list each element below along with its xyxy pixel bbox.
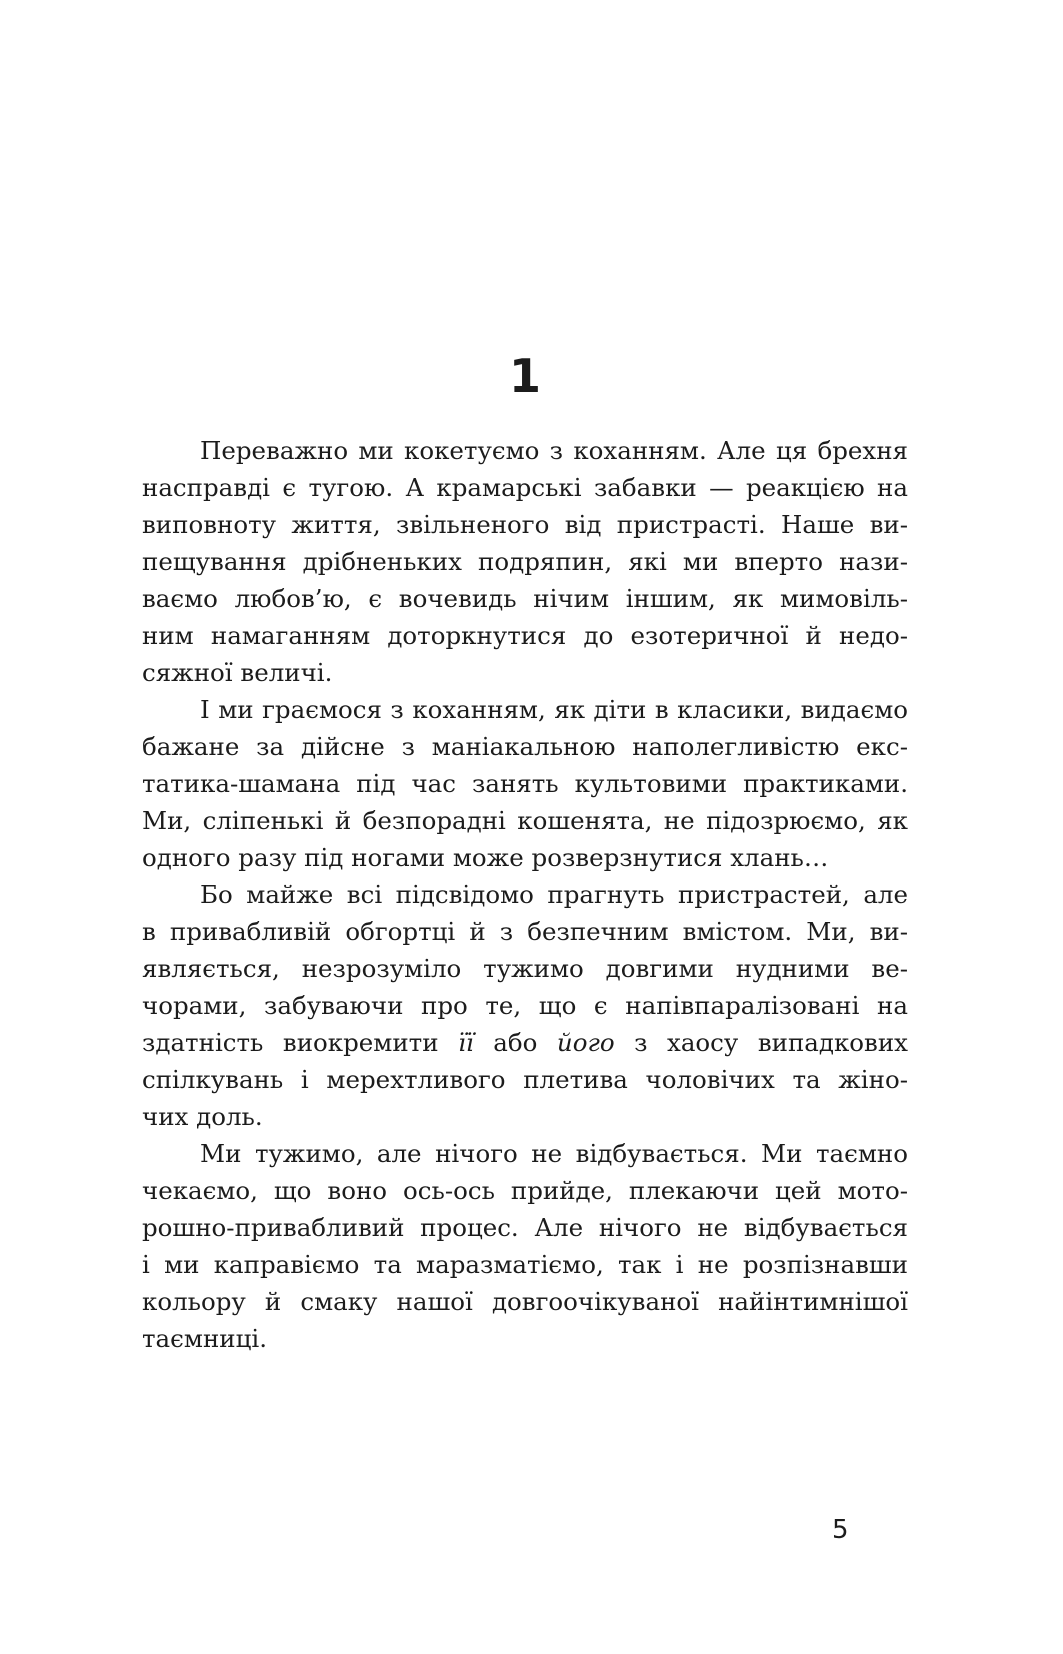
text-line: одного разу під ногами може розверзнутися хлань… [142, 843, 829, 872]
text-line: чих доль. [142, 1102, 263, 1131]
text-line: І ми граємося з коханням, як діти в класики, видаємо [200, 695, 908, 724]
paragraph-3 [142, 876, 908, 1135]
body-text [142, 432, 908, 1357]
emphasis-her: її [458, 1028, 474, 1057]
text-line: насправді є тугою. А крамарські забавки — реакцією на [142, 473, 908, 502]
text-line: кольору й смаку нашої довгоочікуваної найінтимнішої [142, 1287, 908, 1316]
text-fragment: з хаосу випадкових [614, 1028, 908, 1057]
text-line: ваємо любов’ю, є вочевидь нічим іншим, як мимовіль- [142, 584, 908, 613]
emphasis-him: його [556, 1028, 615, 1057]
text-fragment: здатність виокремити [142, 1028, 459, 1057]
text-line: Переважно ми кокетуємо з коханням. Але ця брехня [200, 436, 908, 465]
text-fragment: або [473, 1028, 557, 1057]
text-line: Бо майже всі підсвідомо прагнуть пристрастей, але [200, 880, 908, 909]
text-line-with-emphasis [142, 1024, 908, 1061]
text-line: являється, незрозуміло тужимо довгими нудними ве- [142, 954, 908, 983]
chapter-number: 1 [508, 349, 541, 403]
text-line: сяжної величі. [142, 658, 333, 687]
text-line: і ми каправіємо та маразматіємо, так і не розпізнавши [142, 1250, 908, 1279]
text-line: Ми, сліпенькі й безпорадні кошенята, не підозрюємо, як [142, 806, 908, 835]
text-line: чорами, забуваючи про те, що є напівпаралізовані на [142, 991, 908, 1020]
text-line: чекаємо, що воно ось-ось прийде, плекаючи цей мото- [142, 1176, 908, 1205]
text-line: виповноту життя, звільненого від пристрасті. Наше ви- [142, 510, 908, 539]
page-number: 5 [832, 1515, 849, 1545]
text-line: ним намаганням доторкнутися до езотеричної й недо- [142, 621, 908, 650]
text-line: спілкувань і мерехтливого плетива чоловічих та жіно- [142, 1065, 908, 1094]
paragraph-4 [142, 1135, 908, 1357]
text-line: бажане за дійсне з маніакальною наполегливістю екс- [142, 732, 908, 761]
text-line: рошно-привабливий процес. Але нічого не відбувається [142, 1213, 908, 1242]
text-line: в привабливій обгортці й з безпечним вмістом. Ми, ви- [142, 917, 908, 946]
text-line: таємниці. [142, 1324, 267, 1353]
paragraph-1 [142, 432, 908, 691]
text-line: татика-шамана під час занять культовими практиками. [142, 769, 908, 798]
text-line: Ми тужимо, але нічого не відбувається. Ми таємно [200, 1139, 908, 1168]
paragraph-2 [142, 691, 908, 876]
text-line: пещування дрібненьких подряпин, які ми вперто нази- [142, 547, 908, 576]
